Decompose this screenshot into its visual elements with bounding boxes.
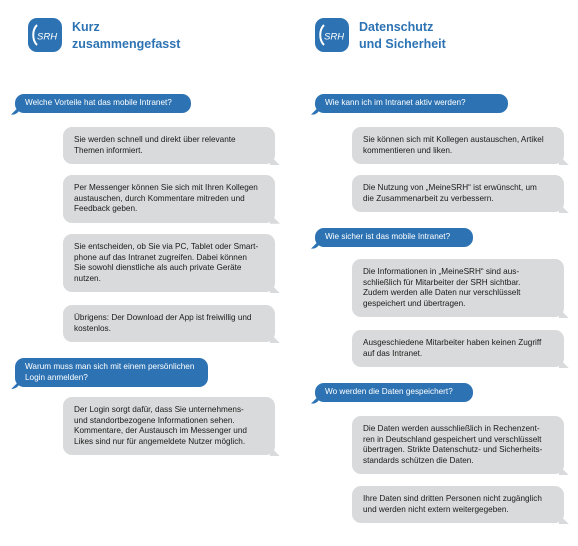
answer-text: Die Daten werden ausschließlich in Rechenzent-	[363, 424, 540, 433]
answer-text: Per Messenger können Sie sich mit Ihren Kollegen	[74, 183, 258, 192]
srh-logo	[315, 18, 349, 52]
answer-text: kostenlos.	[74, 323, 111, 333]
answer-bubble	[63, 127, 275, 164]
question-bubble	[315, 94, 508, 113]
answer-text: Zudem werden alle Daten nur verschlüsselt	[363, 288, 521, 298]
answer-text: Ausgeschiedene Mitarbeiter haben keinen Zugriff	[363, 338, 542, 347]
srh-logo	[28, 18, 62, 52]
question-text: Wo werden die Daten gespeichert?	[325, 387, 453, 396]
srh-logo-icon	[315, 18, 349, 52]
answer-text: schließlich für Mitarbeiter der SRH sichtbar.	[363, 277, 521, 287]
answer-text: Sie können sich mit Kollegen austauschen, Artikel	[363, 135, 544, 144]
section-title	[72, 19, 180, 53]
answer-text: Themen informiert.	[74, 145, 143, 155]
answer-bubble	[352, 486, 564, 523]
right-header	[315, 16, 575, 56]
answer-text: Die Informationen in „MeineSRH“ sind aus-	[363, 267, 520, 276]
answer-text: Die Nutzung von „MeineSRH“ ist erwünscht, um	[363, 183, 537, 192]
title-line: Datenschutz	[359, 20, 434, 34]
svg-text:SRH: SRH	[37, 31, 58, 43]
answer-text: kommentieren und liken.	[363, 145, 453, 155]
right-column	[289, 0, 578, 546]
answer-text: und werden nicht extern weitergegeben.	[363, 504, 509, 514]
answer-text: Übrigens: Der Download der App ist freiwillig und	[74, 313, 252, 322]
answer-text: gespeichert und übertragen.	[363, 298, 466, 308]
question-bubble	[15, 358, 208, 387]
question-text: Welche Vorteile hat das mobile Intranet?	[25, 98, 172, 107]
answer-text: und standortbezogene Informationen sehen.	[74, 415, 235, 425]
answer-text: austauschen, durch Kommentare mitreden und	[74, 193, 245, 203]
title-line: Kurz	[72, 20, 100, 34]
answer-text: Sie werden schnell und direkt über relevante	[74, 135, 236, 144]
section-title	[359, 19, 446, 53]
title-line: zusammengefasst	[72, 37, 181, 51]
answer-text: Kommentare, der Austausch im Messenger und	[74, 426, 247, 436]
answer-text: Der Login sorgt dafür, dass Sie unternehmens-	[74, 405, 244, 414]
title-line: und Sicherheit	[359, 37, 446, 51]
question-bubble	[315, 228, 473, 247]
answer-bubble	[352, 416, 564, 474]
answer-text: standards schützen die Daten.	[363, 455, 474, 465]
answer-text: übertragen. Strikte Datenschutz- und Sicherheits-	[363, 445, 543, 455]
answer-bubble	[63, 234, 275, 292]
answer-bubble	[63, 175, 275, 223]
question-bubble	[15, 94, 191, 113]
answer-bubble	[352, 259, 564, 317]
answer-text: Sie sowohl dienstliche als auch private Geräte	[74, 263, 242, 273]
question-bubble	[315, 383, 473, 402]
answer-bubble	[63, 305, 275, 342]
answer-text: ren in Deutschland gespeichert und verschlüsselt	[363, 434, 542, 444]
answer-text: die Zusammenarbeit zu verbessern.	[363, 193, 494, 203]
answer-text: Feedback geben.	[74, 204, 138, 214]
answer-text: Likes sind nur für angemeldete Nutzer möglich.	[74, 436, 246, 446]
left-header	[28, 16, 288, 56]
answer-text: auf das Intranet.	[363, 348, 423, 358]
question-text: Wie kann ich im Intranet aktiv werden?	[325, 98, 466, 107]
answer-text: phone auf das Intranet zugreifen. Dabei können	[74, 252, 247, 262]
answer-text: nutzen.	[74, 273, 101, 283]
answer-bubble	[352, 127, 564, 164]
svg-text:SRH: SRH	[324, 31, 345, 43]
question-text: Wie sicher ist das mobile Intranet?	[325, 232, 451, 241]
question-text: Warum muss man sich mit einem persönlichen	[25, 362, 195, 371]
question-text: Login anmelden?	[25, 372, 88, 382]
srh-logo-icon	[28, 18, 62, 52]
answer-bubble	[352, 330, 564, 367]
answer-text: Sie entscheiden, ob Sie via PC, Tablet oder Smart-	[74, 242, 259, 251]
answer-bubble	[352, 175, 564, 212]
answer-bubble	[63, 397, 275, 455]
answer-text: Ihre Daten sind dritten Personen nicht zugänglich	[363, 494, 542, 503]
